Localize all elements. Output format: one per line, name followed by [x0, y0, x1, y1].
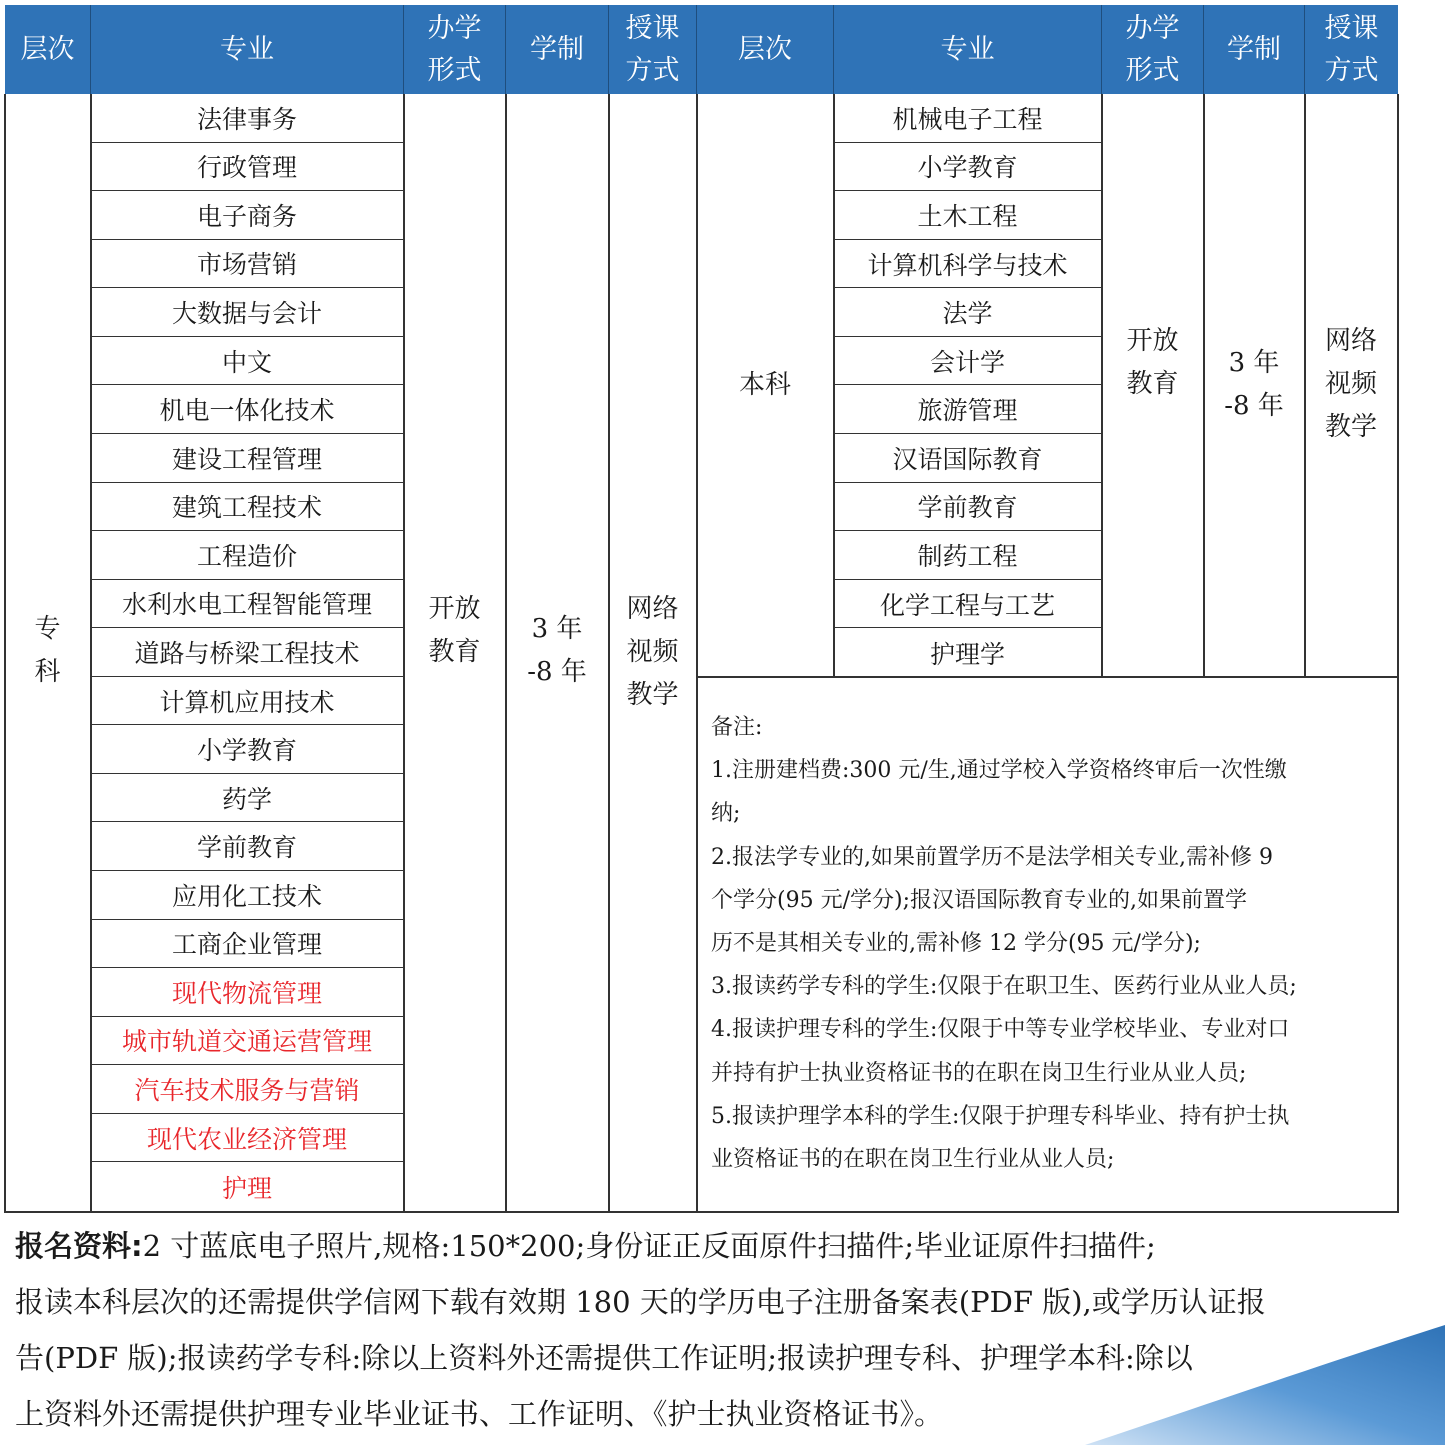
- zhuanke-method-line3: 教学: [626, 680, 679, 710]
- header-method-left: [609, 5, 697, 94]
- benke-method: [1305, 320, 1397, 449]
- notes-line: 3.报读药学专科的学生:仅限于在职卫生、医药行业从业人员;: [711, 974, 1297, 1000]
- header-form-left: [404, 5, 506, 94]
- zhuanke-major-row: 护理: [221, 1173, 272, 1203]
- notes-line: 5.报读护理学本科的学生:仅限于护理专科毕业、持有护士执: [711, 1103, 1290, 1129]
- benke-major-row: 制药工程: [834, 531, 1101, 580]
- requirements-block: [15, 1218, 1440, 1442]
- benke-majors-list: [834, 94, 1101, 677]
- zhuanke-duration: [506, 608, 608, 694]
- header-level-left: 层次: [5, 5, 91, 94]
- notes-line: 历不是其相关专业的,需补修 12 学分(95 元/学分);: [711, 931, 1201, 957]
- zhuanke-level: [5, 608, 90, 694]
- zhuanke-method: [609, 588, 696, 717]
- notes-title: 备注:: [711, 715, 763, 740]
- benke-form-line1: 开放: [1126, 326, 1179, 356]
- benke-method-line2: 视频: [1324, 369, 1377, 399]
- notes-line: 业资格证书的在职在岗卫生行业从业人员;: [711, 1147, 1115, 1173]
- zhuanke-major-row: 市场营销: [91, 240, 403, 289]
- benke-form: [1102, 320, 1203, 406]
- header-method-left-line1: 授课: [625, 12, 680, 44]
- benke-major-row: 汉语国际教育: [834, 434, 1101, 483]
- zhuanke-major-row: 现代物流管理: [91, 968, 403, 1017]
- notes-line: 2.报法学专业的,如果前置学历不是法学相关专业,需补修 9: [711, 844, 1273, 870]
- table-border-right: [1397, 94, 1399, 1213]
- header-form-left-line1: 办学: [427, 12, 482, 44]
- zhuanke-method-line2: 视频: [626, 637, 679, 667]
- notes-block: [711, 706, 1391, 1181]
- benke-form-line2: 教育: [1126, 369, 1179, 399]
- zhuanke-major-row: 中文: [91, 337, 403, 386]
- header-form-right-line2: 形式: [1125, 54, 1180, 86]
- zhuanke-major-row: 小学教育: [91, 725, 403, 774]
- benke-method-line3: 教学: [1324, 412, 1377, 442]
- zhuanke-major-row: 行政管理: [91, 143, 403, 192]
- header-form-left-line2: 形式: [427, 54, 482, 86]
- benke-major-row: 机械电子工程: [834, 94, 1101, 143]
- benke-major-row: 小学教育: [834, 143, 1101, 192]
- header-method-left-line2: 方式: [625, 54, 680, 86]
- benke-major-row: 计算机科学与技术: [834, 240, 1101, 289]
- zhuanke-major-row: 道路与桥梁工程技术: [91, 628, 403, 677]
- requirements-line3: 告(PDF 版);报读药学专科:除以上资料外还需提供工作证明;报读护理专科、护理学本科:除以: [15, 1341, 1193, 1375]
- notes-line: 个学分(95 元/学分);报汉语国际教育专业的,如果前置学: [711, 887, 1247, 913]
- benke-duration: [1204, 342, 1304, 428]
- header-duration-left: 学制: [506, 5, 609, 94]
- notes-lines: [711, 749, 1391, 1181]
- zhuanke-majors-list: [91, 94, 403, 1211]
- zhuanke-major-row: 现代农业经济管理: [91, 1114, 403, 1163]
- zhuanke-level-line1: 专: [34, 614, 61, 644]
- requirements-label: 报名资料:: [15, 1229, 143, 1263]
- benke-duration-line1: 3 年: [1228, 348, 1280, 378]
- header-duration-right: 学制: [1204, 5, 1305, 94]
- zhuanke-major-row: 法律事务: [91, 94, 403, 143]
- requirements-line1-text: 2 寸蓝底电子照片,规格:150*200;身份证正反面原件扫描件;毕业证原件扫描件;: [142, 1229, 1156, 1263]
- header-method-right-line2: 方式: [1324, 54, 1379, 86]
- col-line-5: [696, 94, 698, 1213]
- notes-line: 1.注册建档费:300 元/生,通过学校入学资格终审后一次性缴: [711, 758, 1287, 784]
- zhuanke-major-row: 计算机应用技术: [91, 677, 403, 726]
- header-method-right-line1: 授课: [1324, 12, 1379, 44]
- zhuanke-major-row: 汽车技术服务与营销: [91, 1065, 403, 1114]
- zhuanke-major-row: 电子商务: [91, 191, 403, 240]
- zhuanke-major-row: 应用化工技术: [91, 871, 403, 920]
- notes-line: 并持有护士执业资格证书的在职在岗卫生行业从业人员;: [711, 1060, 1247, 1086]
- benke-major-row: 化学工程与工艺: [834, 580, 1101, 629]
- zhuanke-major-row: 建筑工程技术: [91, 483, 403, 532]
- benke-level: 本科: [738, 370, 791, 400]
- benke-major-row: 旅游管理: [834, 385, 1101, 434]
- benke-major-row: 土木工程: [834, 191, 1101, 240]
- header-method-right: [1305, 5, 1398, 94]
- header-level-right: 层次: [697, 5, 834, 94]
- notes-line: 4.报读护理专科的学生:仅限于中等专业学校毕业、专业对口: [711, 1017, 1290, 1043]
- zhuanke-major-row: 大数据与会计: [91, 288, 403, 337]
- zhuanke-form-line1: 开放: [428, 594, 481, 624]
- header-major-left: 专业: [91, 5, 404, 94]
- zhuanke-major-row: 药学: [91, 774, 403, 823]
- benke-duration-line2: -8 年: [1224, 391, 1284, 421]
- requirements-line1: [15, 1218, 1440, 1274]
- header-major-right: 专业: [834, 5, 1102, 94]
- benke-major-row: 会计学: [834, 337, 1101, 386]
- zhuanke-duration-line1: 3 年: [531, 614, 583, 644]
- benke-method-line1: 网络: [1324, 326, 1377, 356]
- zhuanke-major-row: 水利水电工程智能管理: [91, 580, 403, 629]
- header-form-right-line1: 办学: [1125, 12, 1180, 44]
- requirements-line4: 上资料外还需提供护理专业毕业证书、工作证明、《护士执业资格证书》。: [15, 1397, 944, 1431]
- zhuanke-form: [404, 588, 505, 674]
- zhuanke-major-row: 工程造价: [91, 531, 403, 580]
- zhuanke-level-line2: 科: [34, 657, 61, 687]
- zhuanke-major-row: 工商企业管理: [91, 920, 403, 969]
- zhuanke-method-line1: 网络: [626, 594, 679, 624]
- zhuanke-major-row: 机电一体化技术: [91, 385, 403, 434]
- zhuanke-form-line2: 教育: [428, 637, 481, 667]
- benke-major-row: 法学: [834, 288, 1101, 337]
- benke-major-row: 学前教育: [834, 483, 1101, 532]
- zhuanke-duration-line2: -8 年: [527, 657, 587, 687]
- zhuanke-major-row: 建设工程管理: [91, 434, 403, 483]
- requirements-line2: 报读本科层次的还需提供学信网下载有效期 180 天的学历电子注册备案表(PDF 版),或学历认证报: [15, 1285, 1266, 1319]
- header-form-right: [1102, 5, 1204, 94]
- zhuanke-major-row: 学前教育: [91, 822, 403, 871]
- table-border-bottom: [4, 1211, 1399, 1213]
- benke-major-row: 护理学: [929, 639, 1005, 669]
- zhuanke-major-row: 城市轨道交通运营管理: [91, 1017, 403, 1066]
- notes-line: 纳;: [711, 801, 741, 827]
